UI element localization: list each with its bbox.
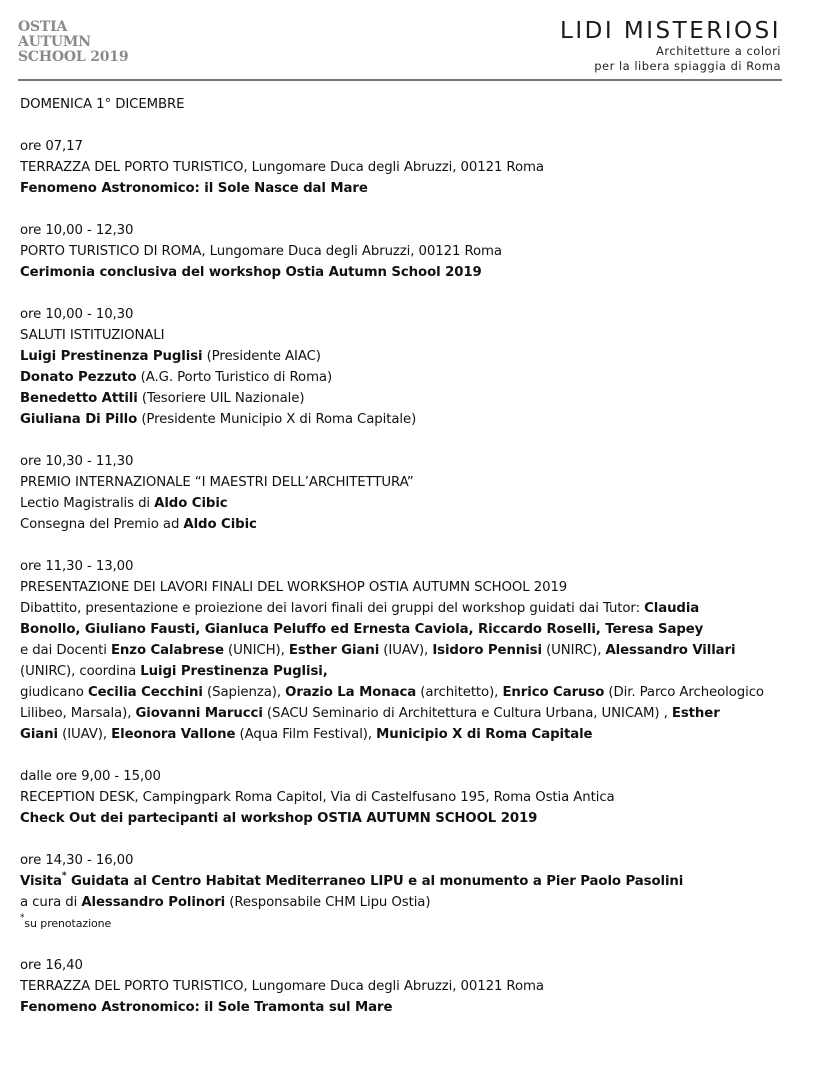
detail-text: Lectio Magistralis di [20, 496, 155, 511]
title-part: Visita [20, 874, 62, 889]
brand-subtitle-2: per la libera spiaggia di Roma [594, 59, 781, 73]
event-title: Fenomeno Astronomico: il Sole Tramonta sul Mare [20, 1000, 393, 1015]
detail-text: (UNIRC), [541, 643, 606, 658]
jury-name: Cecilia Cecchini [87, 685, 203, 700]
detail-text: e dai Docenti [20, 643, 111, 658]
jury-name: Enrico Caruso [502, 685, 605, 700]
jury-name: Municipio X di Roma Capitale [376, 727, 593, 742]
detail-text: a cura di [20, 895, 82, 910]
asterisk: * [61, 871, 67, 881]
school-logo-line: AUTUMN [18, 34, 91, 50]
detail-text: (IUAV), [57, 727, 112, 742]
detail-text: (Aqua Film Festival), [235, 727, 377, 742]
page-header [0, 0, 829, 82]
detail-text: Dibattito, presentazione e proiezione dei lavori finali dei gruppi del workshop guidati dai Tutor: [20, 601, 645, 616]
event-place: PORTO TURISTICO DI ROMA, Lungomare Duca degli Abruzzi, 00121 Roma [20, 244, 502, 259]
detail-text: (SACU Seminario di Architettura e Cultura Urbana, UNICAM) , [262, 706, 672, 721]
event-time: ore 16,40 [20, 958, 83, 973]
event-title: Check Out dei partecipanti al workshop OSTIA AUTUMN SCHOOL 2019 [20, 811, 538, 826]
docent-name: Alessandro Villari [605, 643, 736, 658]
detail-text: (Dir. Parco Archeologico [604, 685, 764, 700]
docent-name: Isidoro Pennisi [432, 643, 542, 658]
detail-text: (UNICH), [223, 643, 289, 658]
event-heading: PREMIO INTERNAZIONALE “I MAESTRI DELL’ARCHITETTURA” [20, 475, 414, 490]
event-title [20, 871, 780, 892]
event-time: ore 07,17 [20, 139, 83, 154]
footnote-text: su prenotazione [24, 917, 112, 930]
jury-name: Giovanni Marucci [135, 706, 263, 721]
event-title: Cerimonia conclusiva del workshop Ostia Autumn School 2019 [20, 265, 482, 280]
jury-name: Giani [20, 727, 58, 742]
detail-text: (UNIRC), coordina [20, 664, 141, 679]
guide-name: Alessandro Polinori [81, 895, 226, 910]
program-content [20, 94, 780, 1018]
event-detail [20, 661, 780, 682]
speaker-role: (A.G. Porto Turistico di Roma) [136, 370, 333, 385]
jury-name: Esther [671, 706, 720, 721]
detail-text: giudicano [20, 685, 88, 700]
coordinator-name: Luigi Prestinenza Puglisi, [140, 664, 328, 679]
brand-block [560, 18, 781, 74]
event-time: ore 10,30 - 11,30 [20, 454, 134, 469]
detail-text: Lilibeo, Marsala), [20, 706, 136, 721]
event-title: Fenomeno Astronomico: il Sole Nasce dal Mare [20, 181, 368, 196]
speaker-name: Benedetto Attili [20, 391, 138, 406]
event-detail [20, 640, 780, 661]
speaker-line [20, 409, 780, 430]
event-time: ore 10,00 - 12,30 [20, 223, 134, 238]
asterisk: * [20, 913, 25, 923]
detail-text: (IUAV), [379, 643, 433, 658]
event-detail [20, 703, 780, 724]
detail-text: (Responsabile CHM Lipu Ostia) [225, 895, 431, 910]
footnote [20, 913, 780, 934]
detail-text: Consegna del Premio ad [20, 517, 184, 532]
event-detail [20, 892, 780, 913]
event-time: ore 11,30 - 13,00 [20, 559, 134, 574]
brand-title: LIDI MISTERIOSI [560, 18, 781, 44]
school-logo-line: OSTIA [18, 19, 68, 35]
speaker-name: Aldo Cibic [154, 496, 228, 511]
docent-name: Esther Giani [288, 643, 380, 658]
event-place: TERRAZZA DEL PORTO TURISTICO, Lungomare Duca degli Abruzzi, 00121 Roma [20, 979, 544, 994]
jury-name: Eleonora Vallone [111, 727, 236, 742]
speaker-name: Luigi Prestinenza Puglisi [20, 349, 203, 364]
event-detail [20, 493, 780, 514]
event-heading: SALUTI ISTITUZIONALI [20, 328, 165, 343]
header-divider [18, 79, 782, 81]
event-place: RECEPTION DESK, Campingpark Roma Capitol, Via di Castelfusano 195, Roma Ostia Antica [20, 790, 615, 805]
event-detail [20, 514, 780, 535]
event-time: dalle ore 9,00 - 15,00 [20, 769, 161, 784]
school-logo-line: SCHOOL 2019 [18, 49, 129, 65]
speaker-line [20, 388, 780, 409]
speaker-role: (Presidente AIAC) [202, 349, 321, 364]
docent-name: Enzo Calabrese [110, 643, 224, 658]
jury-name: Orazio La Monaca [285, 685, 417, 700]
detail-text: (architetto), [416, 685, 503, 700]
speaker-line [20, 367, 780, 388]
brand-subtitle-1: Architetture a colori [656, 44, 781, 58]
speaker-role: (Tesoriere UIL Nazionale) [137, 391, 305, 406]
speaker-name: Giuliana Di Pillo [20, 412, 138, 427]
tutor-names: Claudia [644, 601, 700, 616]
event-time: ore 10,00 - 10,30 [20, 307, 134, 322]
tutor-names: Bonollo, Giuliano Fausti, Gianluca Peluffo ed Ernesta Caviola, Riccardo Roselli, Teresa Sapey [20, 622, 704, 637]
speaker-role: (Presidente Municipio X di Roma Capitale) [137, 412, 417, 427]
event-time: ore 14,30 - 16,00 [20, 853, 134, 868]
title-part: Guidata al Centro Habitat Mediterraneo LIPU e al monumento a Pier Paolo Pasolini [66, 874, 684, 889]
event-detail [20, 598, 780, 619]
school-logo [18, 20, 128, 65]
speaker-name: Aldo Cibic [183, 517, 257, 532]
speaker-line [20, 346, 780, 367]
event-detail [20, 724, 780, 745]
speaker-name: Donato Pezzuto [20, 370, 137, 385]
event-place: TERRAZZA DEL PORTO TURISTICO, Lungomare Duca degli Abruzzi, 00121 Roma [20, 160, 544, 175]
event-heading: PRESENTAZIONE DEI LAVORI FINALI DEL WORKSHOP OSTIA AUTUMN SCHOOL 2019 [20, 580, 568, 595]
event-detail [20, 682, 780, 703]
day-heading: DOMENICA 1° DICEMBRE [20, 97, 185, 112]
detail-text: (Sapienza), [202, 685, 286, 700]
